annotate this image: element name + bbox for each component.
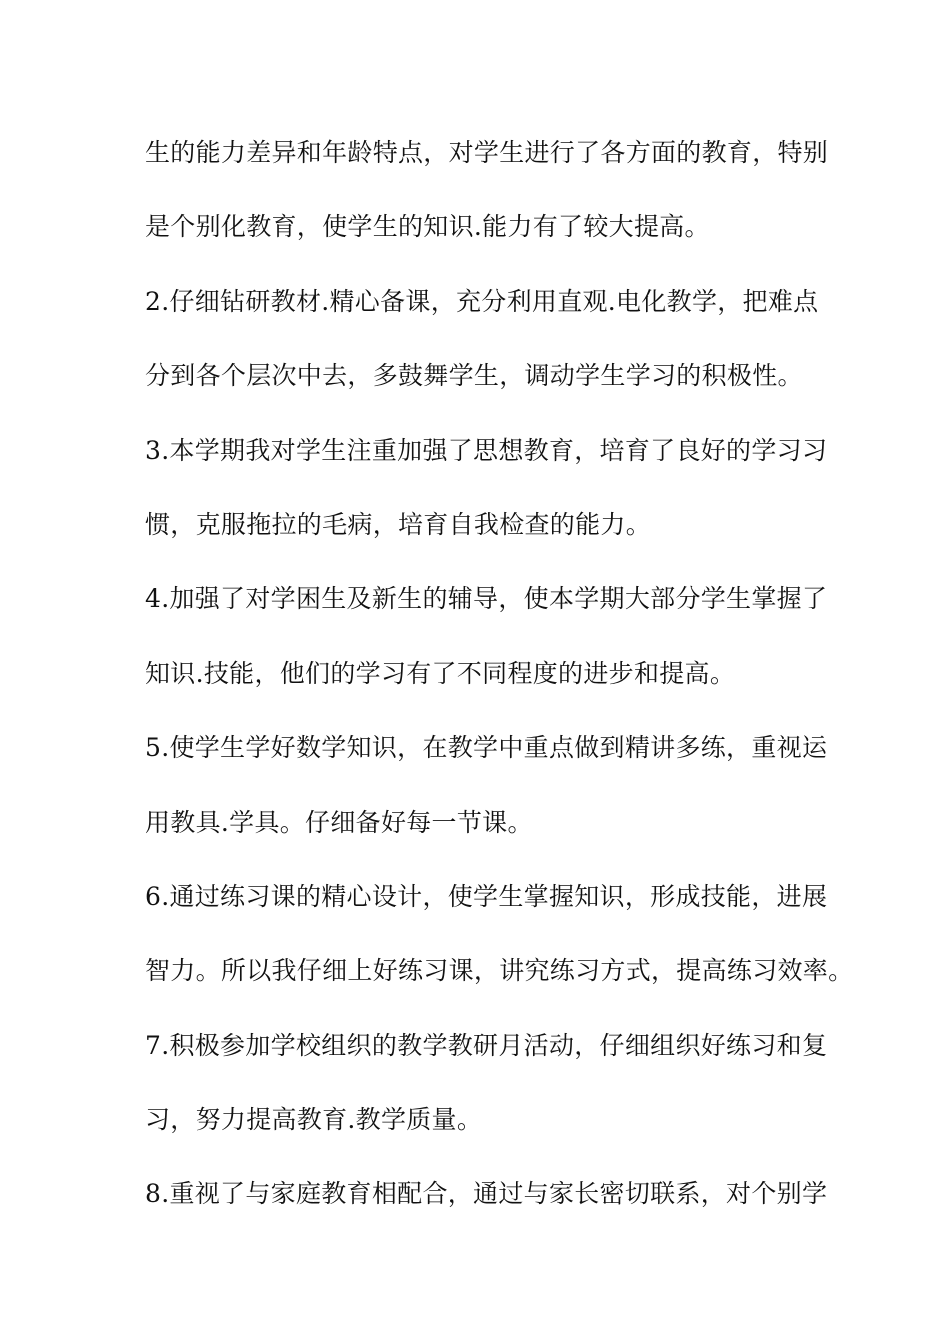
text-line: 6.通过练习课的精心设计，使学生掌握知识，形成技能，进展	[145, 881, 828, 911]
text-line: 智力。所以我仔细上好练习课，讲究练习方式，提高练习效率。	[145, 956, 854, 986]
text-line: 习，努力提高教育.教学质量。	[145, 1105, 483, 1135]
text-line: 3.本学期我对学生注重加强了思想教育，培育了良好的学习习	[145, 435, 828, 465]
text-line: 知识.技能，他们的学习有了不同程度的进步和提高。	[145, 658, 736, 688]
text-line: 2.仔细钻研教材.精心备课，充分利用直观.电化教学，把难点	[145, 286, 819, 316]
text-line: 用教具.学具。仔细备好每一节课。	[145, 807, 533, 837]
text-line: 分到各个层次中去，多鼓舞学生，调动学生学习的积极性。	[145, 361, 803, 391]
text-line: 惯，克服拖拉的毛病，培育自我检查的能力。	[145, 509, 652, 539]
text-line: 5.使学生学好数学知识，在教学中重点做到精讲多练，重视运	[145, 733, 828, 763]
text-line: 4.加强了对学困生及新生的辅导，使本学期大部分学生掌握了	[145, 584, 828, 614]
document-body	[145, 128, 854, 1244]
text-line: 7.积极参加学校组织的教学教研月活动，仔细组织好练习和复	[145, 1030, 828, 1060]
text-line: 是个别化教育，使学生的知识.能力有了较大提高。	[145, 212, 710, 242]
text-line: 8.重视了与家庭教育相配合，通过与家长密切联系，对个别学	[145, 1179, 828, 1209]
text-line: 生的能力差异和年龄特点，对学生进行了各方面的教育，特别	[145, 138, 829, 167]
